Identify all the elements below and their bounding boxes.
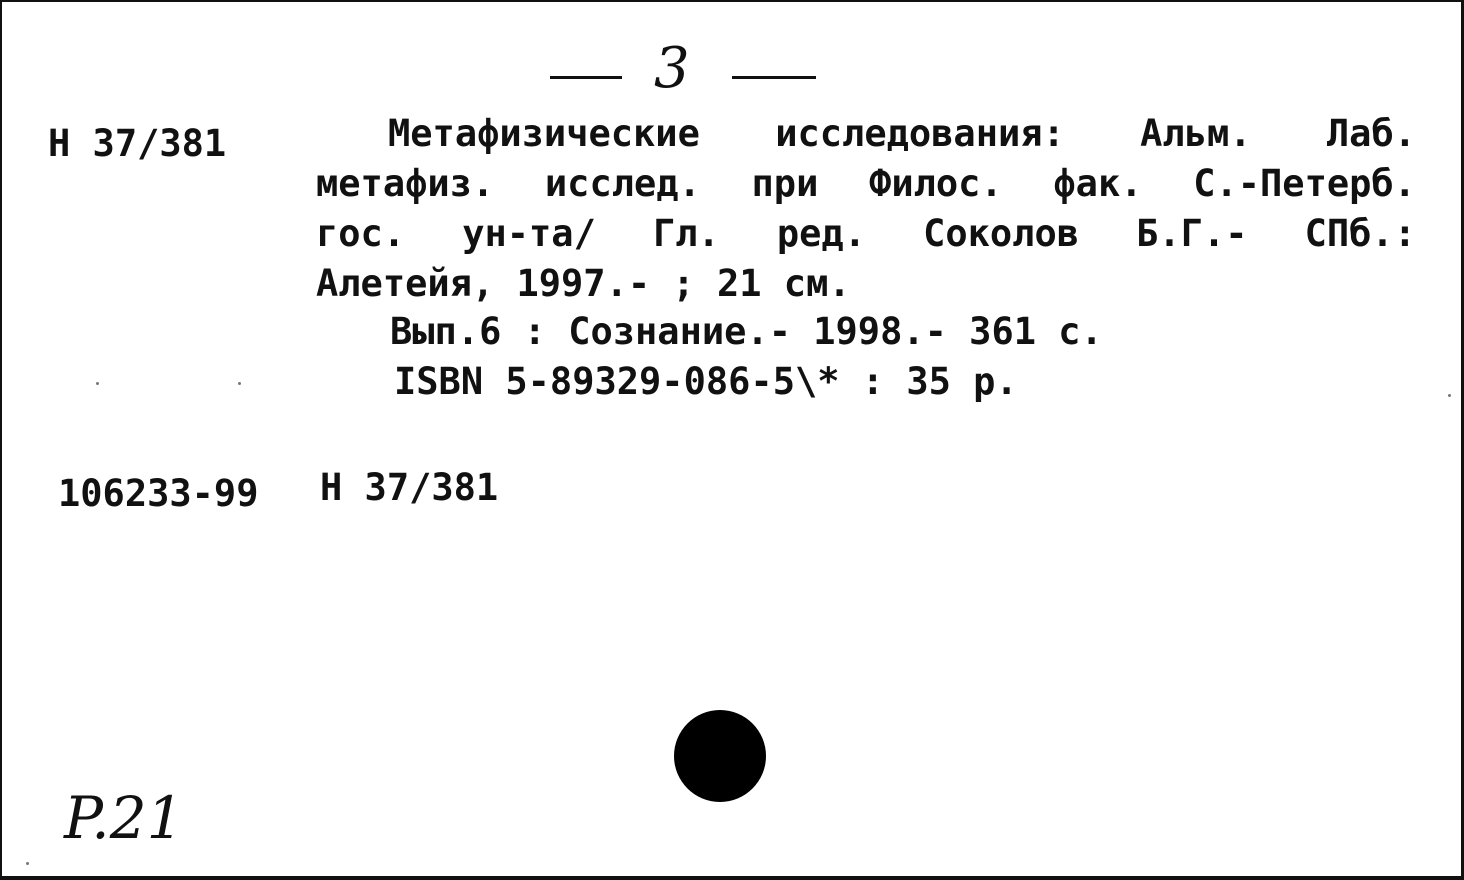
title-line-3-word: СПб.: [1304, 212, 1416, 255]
title-line-2-word: при [751, 162, 819, 205]
title-line-1-word: Метафизические [388, 112, 700, 155]
title-line-3-word: Соколов [923, 212, 1080, 255]
title-line-3-word: гос. [316, 212, 406, 255]
title-line-2-word: исслед. [544, 162, 701, 205]
handwritten-note: P.21 [64, 784, 184, 852]
isbn-line: ISBN 5-89329-086-5\* : 35 р. [394, 360, 1018, 403]
title-line-1-word: Альм. [1140, 112, 1252, 155]
title-line-3-word: ун-та/ [462, 212, 596, 255]
title-line-2-word: Филос. [869, 162, 1003, 205]
title-line-2 [316, 160, 1416, 208]
title-line-1 [388, 110, 1416, 158]
header-dash-left [550, 76, 622, 79]
scan-speck [96, 382, 99, 385]
scan-speck [26, 862, 29, 865]
scan-speck [1448, 394, 1451, 397]
title-line-3 [316, 210, 1416, 258]
inventory-number: 106233-99 [58, 472, 259, 515]
title-line-4: Алетейя, 1997.- ; 21 см. [316, 262, 851, 305]
issue-line: Вып.6 : Сознание.- 1998.- 361 с. [390, 310, 1103, 353]
title-line-1-word: исследования: [775, 112, 1065, 155]
header-dash-right [732, 76, 816, 79]
title-line-3-word: Б.Г.- [1136, 212, 1248, 255]
punch-hole [674, 710, 766, 802]
shelfmark-bottom: Н 37/381 [320, 466, 499, 509]
title-line-2-word: метафиз. [316, 162, 495, 205]
title-line-1-word: Лаб. [1326, 112, 1416, 155]
page-number: 3 [654, 36, 690, 101]
title-line-3-word: ред. [776, 212, 866, 255]
title-line-2-word: фак. [1053, 162, 1143, 205]
shelfmark-top: Н 37/381 [48, 122, 227, 165]
title-line-2-word: С.-Петерб. [1193, 162, 1416, 205]
scan-speck [238, 382, 241, 385]
title-line-3-word: Гл. [652, 212, 720, 255]
